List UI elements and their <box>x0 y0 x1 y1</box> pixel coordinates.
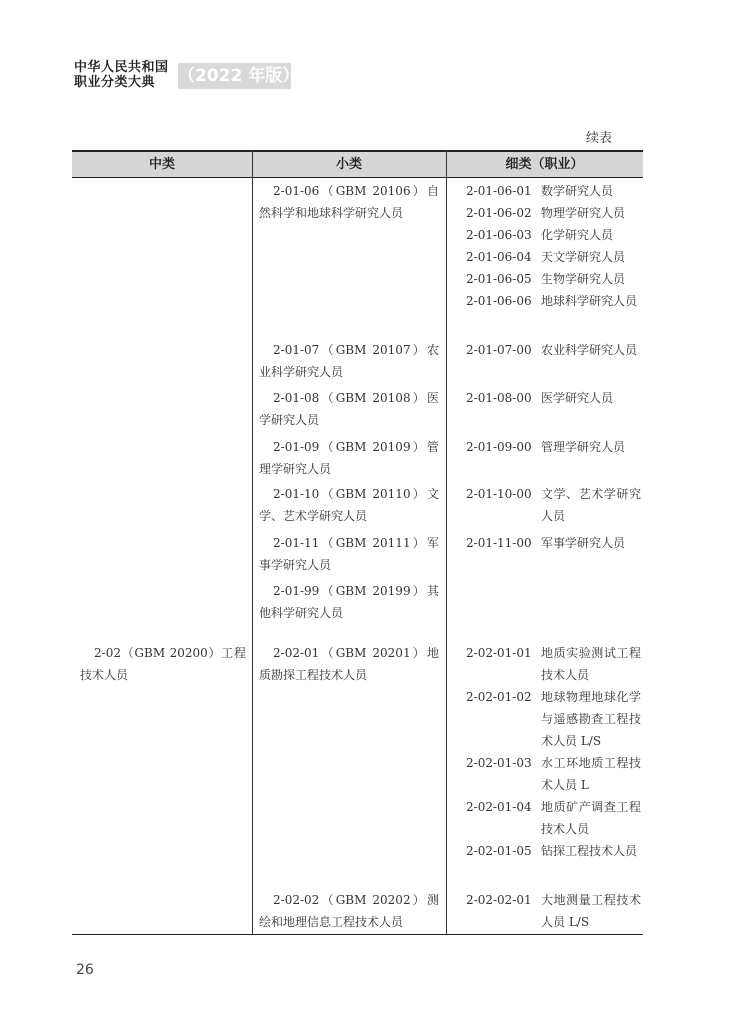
occupation-code: 2-01-07-00 <box>466 343 532 357</box>
minor-category: 2-01-99（GBM 20199）其他科学研究人员 <box>259 584 439 620</box>
occupation-code: 2-02-01-04 <box>466 800 532 814</box>
occupation-code: 2-01-08-00 <box>466 391 532 405</box>
occupation-name: 文学、艺术学研究人员 <box>541 487 641 523</box>
column-divider <box>446 150 447 934</box>
column-divider <box>252 150 253 934</box>
column-header-minor: 小类 <box>335 157 362 172</box>
occupation-code: 2-01-06-05 <box>466 272 532 286</box>
table-bottom-rule <box>72 934 643 935</box>
occupation-code: 2-01-11-00 <box>466 536 532 550</box>
occupation-code: 2-02-01-03 <box>466 756 532 770</box>
occupation-name: 地质矿产调查工程技术人员 <box>541 800 641 836</box>
occupation-name: 生物学研究人员 <box>541 272 626 286</box>
occupation-code: 2-01-06-01 <box>466 184 532 198</box>
occupation-code: 2-01-06-04 <box>466 250 532 264</box>
occupation-code: 2-01-06-03 <box>466 228 532 242</box>
occupation-name: 农业科学研究人员 <box>541 343 638 357</box>
occupation-name: 水工环地质工程技术人员 L <box>541 756 641 792</box>
occupation-name: 物理学研究人员 <box>541 206 626 220</box>
occupation-name: 地球物理地球化学与遥感勘查工程技术人员 L/S <box>541 690 641 748</box>
minor-category: 2-01-08（GBM 20108）医学研究人员 <box>259 391 439 427</box>
column-header-middle: 中类 <box>148 157 175 172</box>
book-header <box>74 60 169 90</box>
occupation-name: 地质实验测试工程技术人员 <box>541 646 641 682</box>
occupation-code: 2-01-06-06 <box>466 294 532 308</box>
occupation-name: 化学研究人员 <box>541 228 614 242</box>
continued-label: 续表 <box>586 131 613 146</box>
occupation-code: 2-02-02-01 <box>466 893 532 907</box>
occupation-name: 钻探工程技术人员 <box>541 844 638 858</box>
occupation-name: 大地测量工程技术人员 L/S <box>541 893 641 929</box>
column-header-occupation: 细类（职业） <box>505 157 584 172</box>
middle-category: 2-02（GBM 20200）工程技术人员 <box>80 646 246 682</box>
occupation-code: 2-01-09-00 <box>466 440 532 454</box>
occupation-code: 2-02-01-02 <box>466 690 532 704</box>
occupation-name: 地球科学研究人员 <box>541 294 638 308</box>
book-title-line1: 中华人民共和国 <box>74 60 169 75</box>
minor-category: 2-01-09（GBM 20109）管理学研究人员 <box>259 440 439 476</box>
page-number: 26 <box>76 962 94 978</box>
occupation-code: 2-01-06-02 <box>466 206 532 220</box>
occupation-name: 天文学研究人员 <box>541 250 626 264</box>
minor-category: 2-01-06（GBM 20106）自然科学和地球科学研究人员 <box>259 184 439 220</box>
minor-category: 2-02-01（GBM 20201）地质勘探工程技术人员 <box>259 646 439 682</box>
minor-category: 2-01-10（GBM 20110）文学、艺术学研究人员 <box>259 487 439 523</box>
occupation-table <box>72 150 643 935</box>
occupation-name: 医学研究人员 <box>541 391 614 405</box>
minor-category: 2-02-02（GBM 20202）测绘和地理信息工程技术人员 <box>259 893 439 929</box>
minor-category: 2-01-07（GBM 20107）农业科学研究人员 <box>259 343 439 379</box>
occupation-name: 数学研究人员 <box>541 184 614 198</box>
occupation-name: 军事学研究人员 <box>541 536 626 550</box>
edition-badge: （2022 年版） <box>178 63 291 89</box>
table-header <box>72 150 643 178</box>
book-title-line2: 职业分类大典 <box>74 75 156 90</box>
occupation-code: 2-02-01-01 <box>466 646 532 660</box>
minor-category: 2-01-11（GBM 20111）军事学研究人员 <box>259 536 439 572</box>
occupation-name: 管理学研究人员 <box>541 440 626 454</box>
occupation-code: 2-01-10-00 <box>466 487 532 501</box>
occupation-code: 2-02-01-05 <box>466 844 532 858</box>
